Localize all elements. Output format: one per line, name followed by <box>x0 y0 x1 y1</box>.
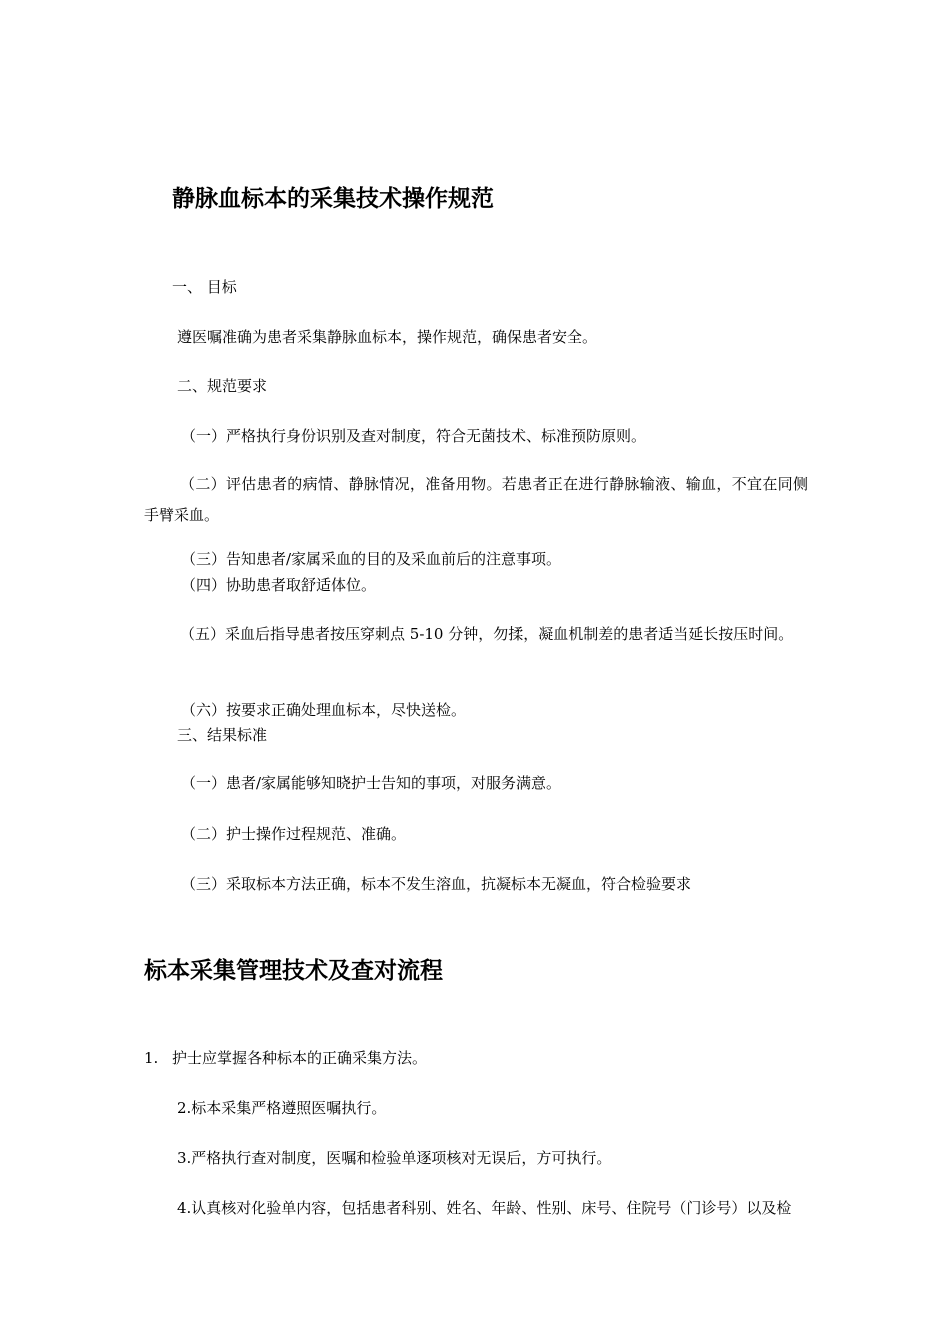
requirement-item: （二）评估患者的病情、静脉情况，准备用物。若患者正在进行静脉输液、输血，不宜在同侧手臂采血。 <box>144 475 808 524</box>
requirement-item: （六）按要求正确处理血标本，尽快送检。 <box>181 701 467 719</box>
result-item: （二）护士操作过程规范、准确。 <box>181 825 407 843</box>
result-item: （一）患者/家属能够知晓护士告知的事项，对服务满意。 <box>181 774 562 792</box>
requirement-item: （三）告知患者/家属采血的目的及采血前后的注意事项。 <box>181 550 562 568</box>
results-heading: 三、结果标准 <box>177 726 268 744</box>
requirements-heading: 二、规范要求 <box>177 377 268 395</box>
requirement-item: （一）严格执行身份识别及查对制度，符合无菌技术、标准预防原则。 <box>181 427 647 445</box>
list-item: 4.认真核对化验单内容，包括患者科别、姓名、年龄、性别、床号、住院号（门诊号）以及检 <box>177 1199 792 1217</box>
goal-text: 遵医嘱准确为患者采集静脉血标本，操作规范，确保患者安全。 <box>177 328 598 346</box>
result-item: （三）采取标本方法正确，标本不发生溶血，抗凝标本无凝血，符合检验要求 <box>181 875 692 893</box>
list-item: 护士应掌握各种标本的正确采集方法。 <box>172 1049 428 1067</box>
requirement-item: （五）采血后指导患者按压穿刺点 5-10 分钟，勿揉，凝血机制差的患者适当延长按压时间。 <box>180 625 794 643</box>
section-title: 静脉血标本的采集技术操作规范 <box>172 186 494 212</box>
section-title: 标本采集管理技术及查对流程 <box>144 958 443 984</box>
list-item: 3.严格执行查对制度，医嘱和检验单逐项核对无误后，方可执行。 <box>177 1149 612 1167</box>
list-item: 2.标本采集严格遵照医嘱执行。 <box>177 1099 387 1117</box>
requirement-item: （四）协助患者取舒适体位。 <box>181 576 377 594</box>
list-number: 1. <box>144 1049 159 1067</box>
goal-heading: 一、 目标 <box>172 278 237 296</box>
